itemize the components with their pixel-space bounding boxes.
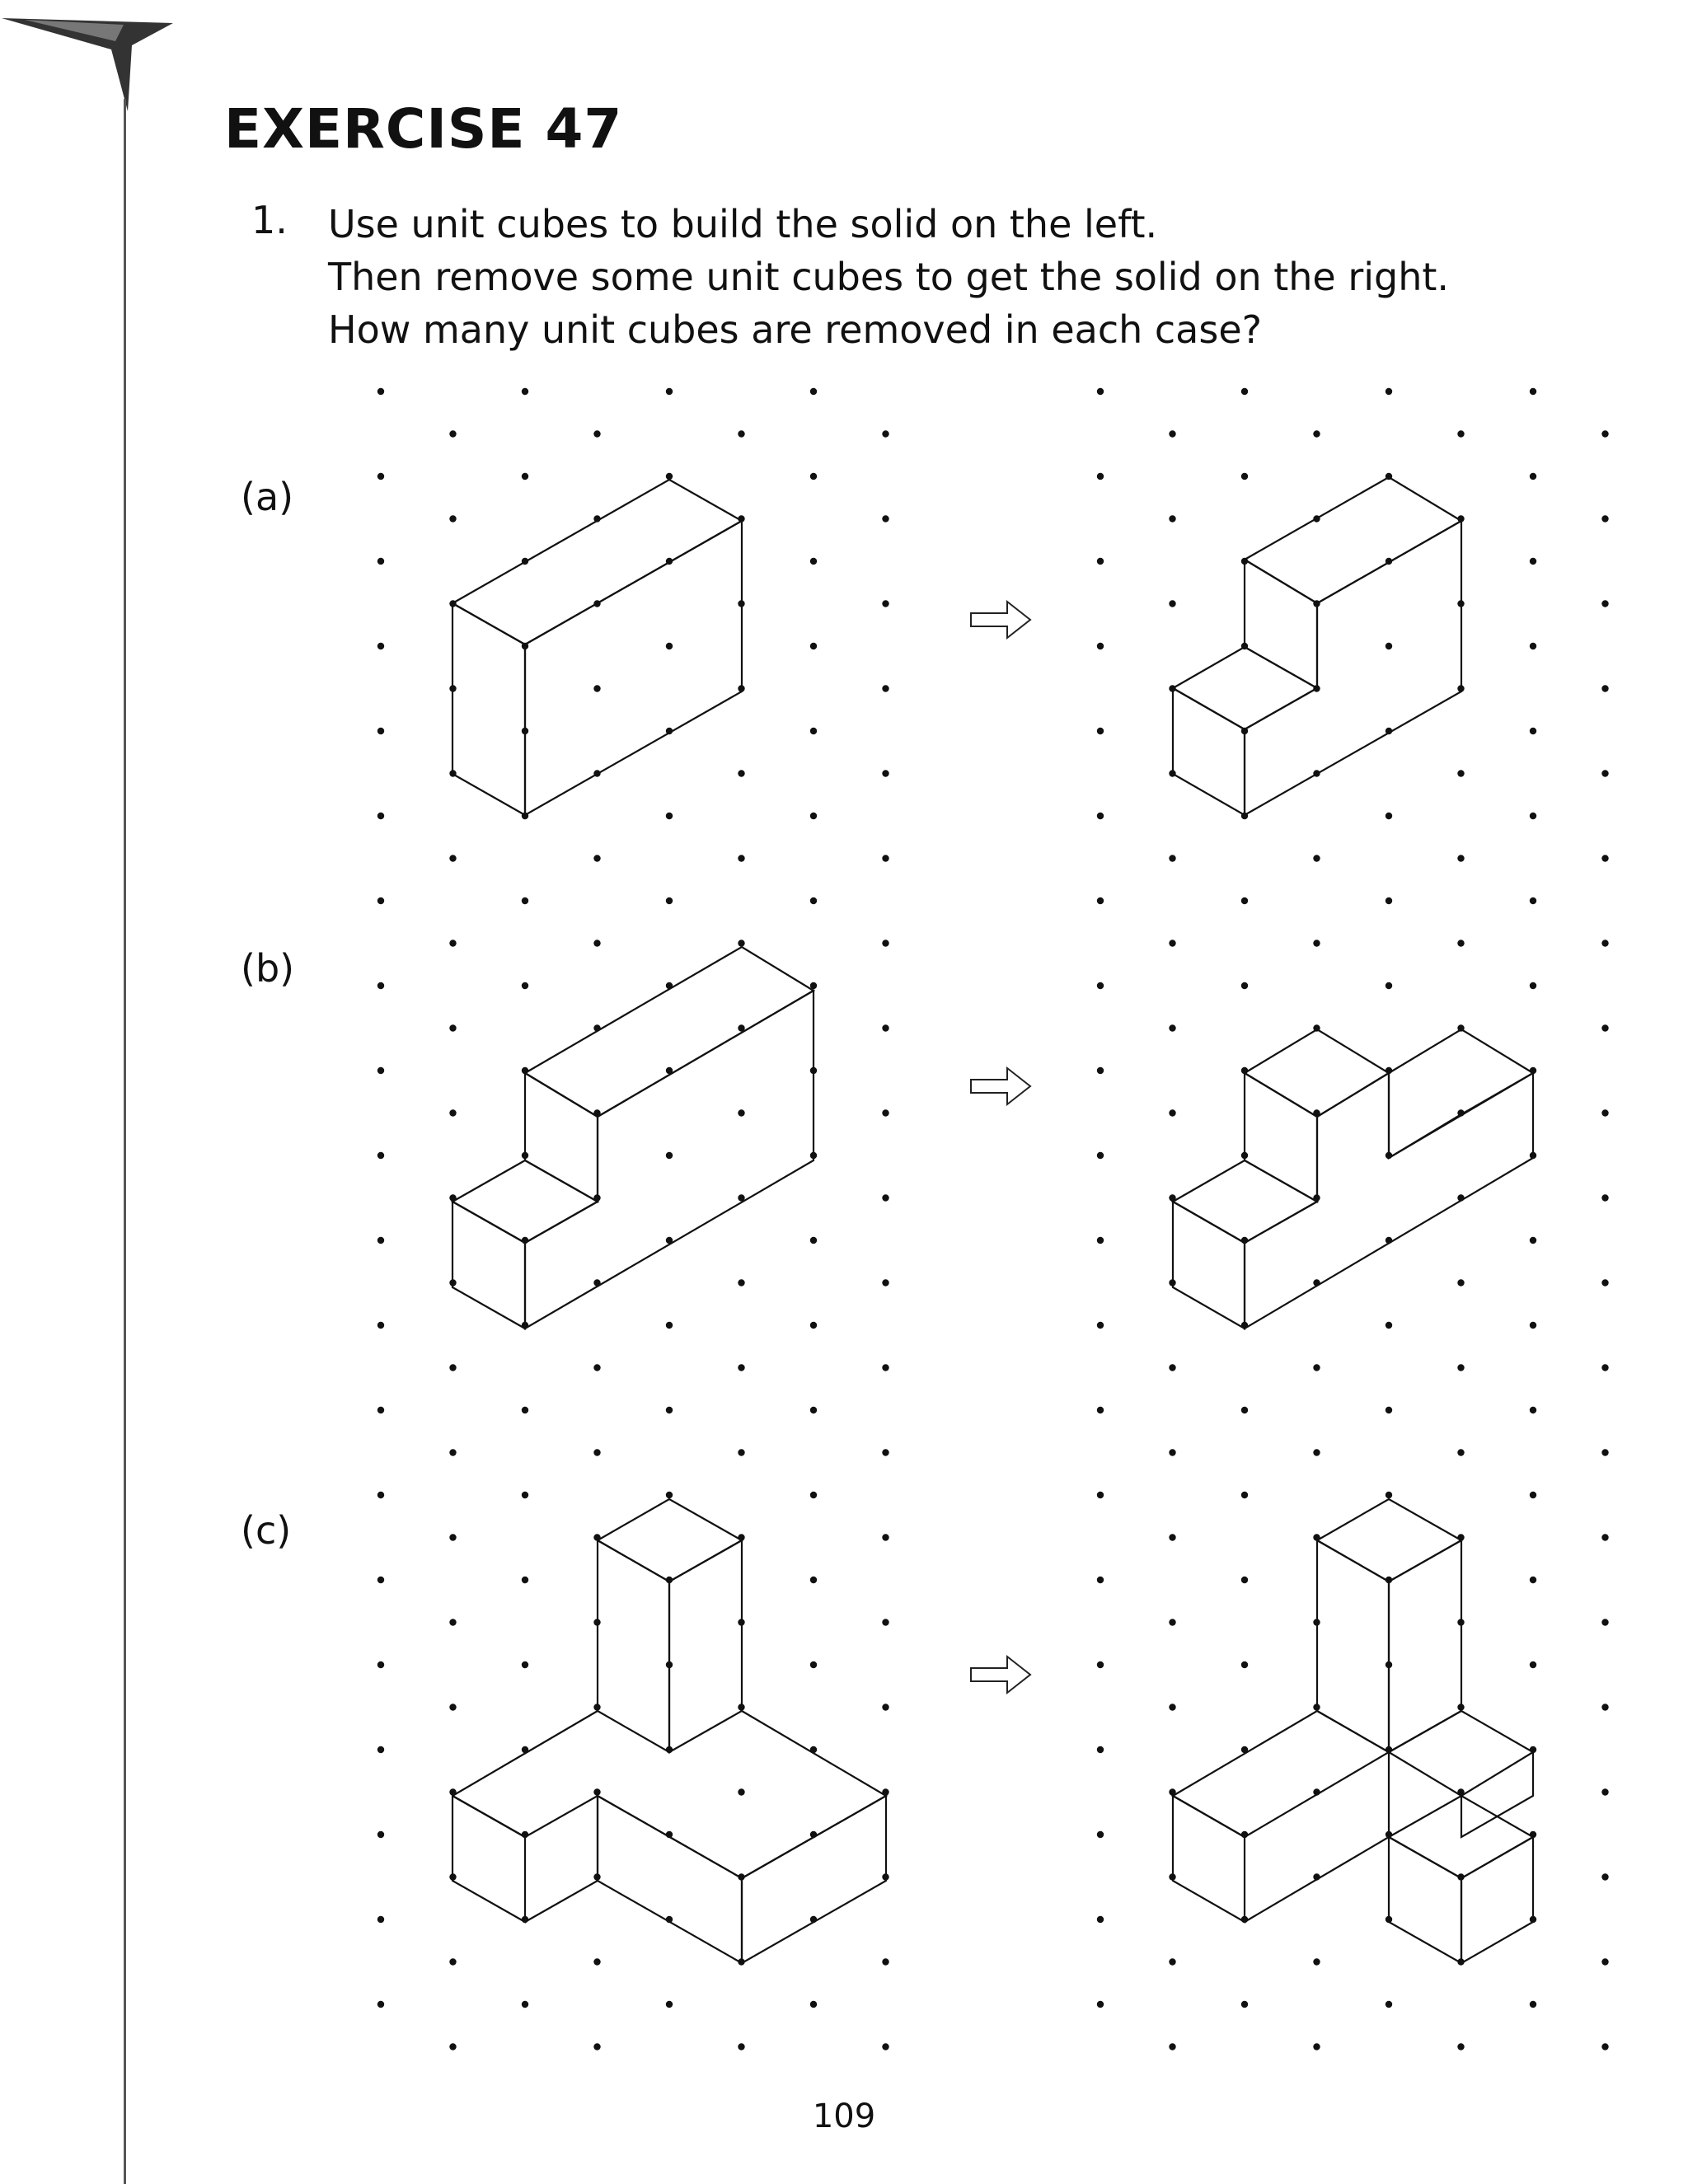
grid-dot bbox=[377, 898, 384, 904]
grid-dot bbox=[522, 1661, 528, 1668]
grid-dot bbox=[377, 558, 384, 565]
grid-dot bbox=[882, 430, 889, 437]
grid-dot bbox=[1530, 1492, 1536, 1498]
grid-dot bbox=[377, 1661, 384, 1668]
grid-dot bbox=[377, 1746, 384, 1753]
grid-dot bbox=[810, 2001, 817, 2008]
grid-dot bbox=[1386, 1407, 1392, 1413]
grid-dot bbox=[1241, 473, 1248, 480]
grid-dot bbox=[377, 643, 384, 649]
grid-dot bbox=[1097, 728, 1104, 734]
grid-dot bbox=[882, 685, 889, 691]
grid-dot bbox=[1169, 1704, 1175, 1710]
arrow-right-icon bbox=[971, 1068, 1030, 1104]
grid-dot bbox=[1097, 1492, 1104, 1498]
grid-dot bbox=[1601, 1024, 1608, 1031]
grid-dot bbox=[1530, 728, 1536, 734]
grid-dot bbox=[810, 1661, 817, 1668]
grid-dot bbox=[377, 473, 384, 480]
part-label-c: (c) bbox=[241, 1508, 292, 1553]
grid-dot bbox=[377, 1492, 384, 1498]
grid-dot bbox=[1457, 770, 1464, 776]
grid-dot bbox=[882, 1279, 889, 1286]
grid-dot bbox=[1530, 813, 1536, 819]
grid-dot bbox=[522, 388, 528, 395]
grid-dot bbox=[593, 1364, 600, 1371]
grid-dot bbox=[810, 898, 817, 904]
grid-dot bbox=[810, 1407, 817, 1413]
grid-dot bbox=[522, 1407, 528, 1413]
grid-dot bbox=[1386, 388, 1392, 395]
grid-dot bbox=[666, 813, 673, 819]
grid-dot bbox=[1601, 855, 1608, 861]
grid-dot bbox=[449, 940, 456, 946]
grid-dot bbox=[1097, 1322, 1104, 1329]
grid-dot bbox=[1601, 1194, 1608, 1201]
grid-dot bbox=[1601, 430, 1608, 437]
grid-dot bbox=[738, 1364, 744, 1371]
grid-dot bbox=[1169, 1449, 1175, 1455]
grid-dot bbox=[449, 1704, 456, 1710]
grid-dot bbox=[377, 982, 384, 989]
grid-dot bbox=[1601, 1534, 1608, 1540]
grid-dot bbox=[1601, 1109, 1608, 1116]
solid-c-original bbox=[452, 1499, 886, 1963]
grid-dot bbox=[1169, 600, 1175, 607]
grid-dot bbox=[1386, 643, 1392, 649]
solid-a-original bbox=[452, 480, 742, 815]
grid-dot bbox=[738, 2043, 744, 2050]
arrow-right-icon bbox=[971, 1657, 1030, 1693]
grid-dot bbox=[1530, 982, 1536, 989]
grid-dot bbox=[1169, 430, 1175, 437]
grid-dot bbox=[1097, 1746, 1104, 1753]
grid-dot bbox=[1530, 1661, 1536, 1668]
grid-dot bbox=[1601, 1279, 1608, 1286]
grid-dot bbox=[810, 1577, 817, 1583]
grid-dot bbox=[1169, 1109, 1175, 1116]
grid-dot bbox=[666, 1152, 673, 1159]
grid-dot bbox=[449, 1364, 456, 1371]
grid-dot bbox=[1530, 1407, 1536, 1413]
grid-dot bbox=[377, 1916, 384, 1923]
grid-dot bbox=[810, 813, 817, 819]
grid-dot bbox=[882, 1109, 889, 1116]
grid-dot bbox=[1457, 1364, 1464, 1371]
grid-dot bbox=[1097, 1152, 1104, 1159]
grid-dot bbox=[1313, 1449, 1320, 1455]
grid-dot bbox=[1169, 1958, 1175, 1965]
solid-a-result bbox=[1173, 477, 1461, 815]
grid-dot bbox=[810, 643, 817, 649]
grid-dot bbox=[1313, 2043, 1320, 2050]
grid-dot bbox=[449, 855, 456, 861]
grid-dot bbox=[738, 1449, 744, 1455]
grid-dot bbox=[738, 1279, 744, 1286]
grid-dot bbox=[1313, 940, 1320, 946]
grid-dot bbox=[1241, 982, 1248, 989]
part-label-b: (b) bbox=[241, 946, 295, 991]
grid-dot bbox=[1601, 940, 1608, 946]
grid-dot bbox=[1169, 1364, 1175, 1371]
grid-dot bbox=[449, 1958, 456, 1965]
grid-dot bbox=[377, 388, 384, 395]
grid-dot bbox=[1097, 898, 1104, 904]
grid-dot bbox=[1097, 558, 1104, 565]
grid-dot bbox=[1097, 388, 1104, 395]
grid-dot bbox=[1601, 1704, 1608, 1710]
grid-dot bbox=[1313, 855, 1320, 861]
grid-dot bbox=[882, 2043, 889, 2050]
grid-dot bbox=[810, 388, 817, 395]
grid-dot bbox=[1241, 1577, 1248, 1583]
grid-dot bbox=[882, 600, 889, 607]
grid-dot bbox=[1530, 388, 1536, 395]
grid-dot bbox=[1241, 2001, 1248, 2008]
grid-dot bbox=[1169, 515, 1175, 522]
page-title: EXERCISE 47 bbox=[224, 97, 623, 161]
grid-dot bbox=[377, 1152, 384, 1159]
grid-dot bbox=[1241, 1492, 1248, 1498]
grid-dot bbox=[377, 1067, 384, 1074]
grid-dot bbox=[1097, 982, 1104, 989]
grid-dot bbox=[522, 982, 528, 989]
grid-dot bbox=[522, 473, 528, 480]
grid-dot bbox=[666, 2001, 673, 2008]
grid-dot bbox=[882, 1619, 889, 1625]
grid-dot bbox=[449, 1024, 456, 1031]
grid-dot bbox=[666, 388, 673, 395]
grid-dot bbox=[1097, 1577, 1104, 1583]
grid-dot bbox=[593, 1958, 600, 1965]
grid-dot bbox=[1386, 982, 1392, 989]
grid-dot bbox=[593, 685, 600, 691]
grid-dot bbox=[449, 1449, 456, 1455]
question-number: 1. bbox=[251, 198, 288, 242]
grid-dot bbox=[1601, 1364, 1608, 1371]
grid-dot bbox=[738, 770, 744, 776]
grid-dot bbox=[810, 473, 817, 480]
grid-dot bbox=[1097, 813, 1104, 819]
grid-dot bbox=[1601, 600, 1608, 607]
isometric-dot-grid-left bbox=[377, 388, 889, 2050]
grid-dot bbox=[1097, 1661, 1104, 1668]
grid-dot bbox=[882, 1194, 889, 1201]
question-line: How many unit cubes are removed in each case? bbox=[328, 307, 1263, 352]
grid-dot bbox=[1241, 1407, 1248, 1413]
grid-dot bbox=[1530, 2001, 1536, 2008]
grid-dot bbox=[1601, 685, 1608, 691]
grid-dot bbox=[1313, 1958, 1320, 1965]
grid-dot bbox=[666, 1407, 673, 1413]
grid-dot bbox=[593, 940, 600, 946]
grid-dot bbox=[1601, 515, 1608, 522]
grid-dot bbox=[1530, 1322, 1536, 1329]
grid-dot bbox=[810, 728, 817, 734]
arrow-right-icon bbox=[971, 602, 1030, 638]
grid-dot bbox=[882, 1534, 889, 1540]
grid-dot bbox=[377, 813, 384, 819]
grid-dot bbox=[882, 1704, 889, 1710]
grid-dot bbox=[1386, 898, 1392, 904]
grid-dot bbox=[1169, 940, 1175, 946]
grid-dot bbox=[1601, 770, 1608, 776]
grid-dot bbox=[1313, 430, 1320, 437]
grid-dot bbox=[1169, 855, 1175, 861]
grid-dot bbox=[738, 1788, 744, 1795]
grid-dot bbox=[1241, 1661, 1248, 1668]
grid-dot bbox=[593, 430, 600, 437]
grid-dot bbox=[1457, 940, 1464, 946]
grid-dot bbox=[738, 940, 744, 946]
grid-dot bbox=[1097, 1067, 1104, 1074]
grid-dot bbox=[810, 1322, 817, 1329]
grid-dot bbox=[1097, 643, 1104, 649]
grid-dot bbox=[377, 1831, 384, 1838]
grid-dot bbox=[1097, 1407, 1104, 1413]
grid-dot bbox=[738, 1109, 744, 1116]
grid-dot bbox=[882, 1364, 889, 1371]
grid-dot bbox=[882, 515, 889, 522]
grid-dot bbox=[449, 1534, 456, 1540]
grid-dot bbox=[593, 1449, 600, 1455]
grid-dot bbox=[1457, 2043, 1464, 2050]
grid-dot bbox=[810, 1492, 817, 1498]
grid-dot bbox=[1169, 1619, 1175, 1625]
grid-dot bbox=[1386, 2001, 1392, 2008]
grid-dot bbox=[666, 1322, 673, 1329]
grid-dot bbox=[1386, 813, 1392, 819]
grid-dot bbox=[1169, 1534, 1175, 1540]
grid-dot bbox=[1601, 1788, 1608, 1795]
grid-dot bbox=[377, 1237, 384, 1244]
grid-dot bbox=[1530, 643, 1536, 649]
page-number: 109 bbox=[812, 2097, 876, 2135]
grid-dot bbox=[738, 430, 744, 437]
grid-dot bbox=[1601, 1958, 1608, 1965]
grid-dot bbox=[666, 1492, 673, 1498]
grid-dot bbox=[1530, 1577, 1536, 1583]
grid-dot bbox=[882, 940, 889, 946]
grid-dot bbox=[1530, 1237, 1536, 1244]
grid-dot bbox=[882, 1958, 889, 1965]
grid-dot bbox=[593, 1788, 600, 1795]
grid-dot bbox=[1241, 388, 1248, 395]
grid-dot bbox=[1097, 473, 1104, 480]
grid-dot bbox=[882, 1449, 889, 1455]
grid-dot bbox=[377, 1322, 384, 1329]
grid-dot bbox=[1386, 1322, 1392, 1329]
grid-dot bbox=[377, 1577, 384, 1583]
grid-dot bbox=[1169, 2043, 1175, 2050]
grid-dot bbox=[882, 770, 889, 776]
question-line: Then remove some unit cubes to get the solid on the right. bbox=[328, 255, 1450, 299]
solid-c-result bbox=[1173, 1499, 1533, 1963]
grid-dot bbox=[1386, 1492, 1392, 1498]
grid-dot bbox=[882, 1024, 889, 1031]
grid-dot bbox=[1169, 1024, 1175, 1031]
grid-dot bbox=[1530, 558, 1536, 565]
grid-dot bbox=[593, 2043, 600, 2050]
grid-dot bbox=[1530, 473, 1536, 480]
grid-dot bbox=[1457, 1449, 1464, 1455]
grid-dot bbox=[1457, 855, 1464, 861]
solid-b-original bbox=[452, 947, 814, 1329]
grid-dot bbox=[377, 2001, 384, 2008]
grid-dot bbox=[522, 1577, 528, 1583]
grid-dot bbox=[377, 728, 384, 734]
grid-dot bbox=[449, 515, 456, 522]
grid-dot bbox=[449, 2043, 456, 2050]
grid-dot bbox=[522, 898, 528, 904]
grid-dot bbox=[666, 643, 673, 649]
grid-dot bbox=[810, 1237, 817, 1244]
grid-dot bbox=[449, 1109, 456, 1116]
grid-dot bbox=[377, 1407, 384, 1413]
grid-dot bbox=[522, 1492, 528, 1498]
grid-dot bbox=[1530, 898, 1536, 904]
grid-dot bbox=[1601, 1619, 1608, 1625]
grid-dot bbox=[1097, 1831, 1104, 1838]
grid-dot bbox=[1097, 1916, 1104, 1923]
grid-dot bbox=[1457, 1279, 1464, 1286]
grid-dot bbox=[449, 430, 456, 437]
grid-dot bbox=[882, 855, 889, 861]
grid-dot bbox=[1601, 2043, 1608, 2050]
part-label-a: (a) bbox=[241, 475, 294, 519]
solid-b-result bbox=[1173, 1029, 1533, 1329]
grid-dot bbox=[449, 1619, 456, 1625]
grid-dot bbox=[1457, 430, 1464, 437]
grid-dot bbox=[1313, 1364, 1320, 1371]
grid-dot bbox=[1097, 2001, 1104, 2008]
grid-dot bbox=[593, 855, 600, 861]
question-line: Use unit cubes to build the solid on the left. bbox=[328, 202, 1158, 246]
grid-dot bbox=[738, 855, 744, 861]
grid-dot bbox=[666, 898, 673, 904]
grid-dot bbox=[1601, 1873, 1608, 1880]
grid-dot bbox=[1241, 898, 1248, 904]
grid-dot bbox=[810, 558, 817, 565]
grid-dot bbox=[1601, 1449, 1608, 1455]
grid-dot bbox=[1097, 1237, 1104, 1244]
grid-dot bbox=[522, 2001, 528, 2008]
